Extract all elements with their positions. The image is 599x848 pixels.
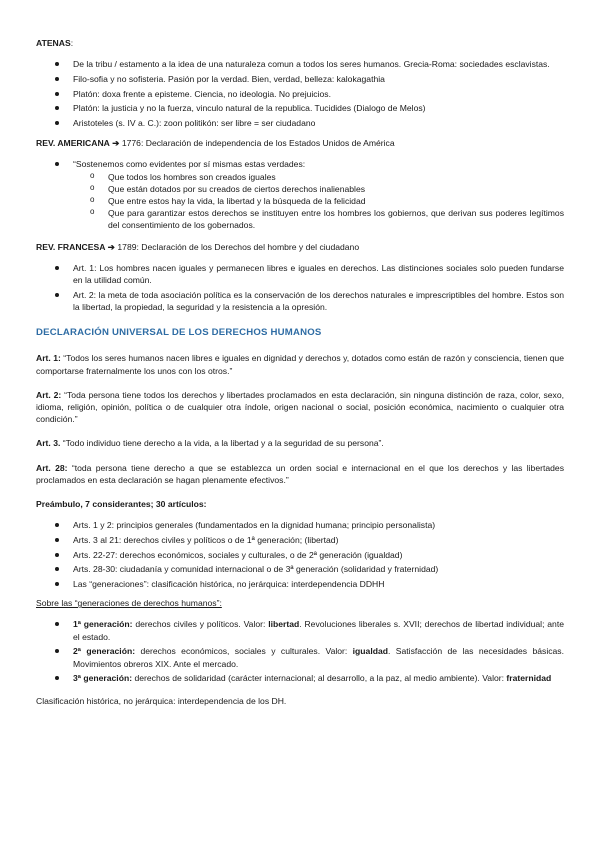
americana-heading: REV. AMERICANA [36,138,110,149]
generaciones-heading: Sobre las “generaciones de derechos humanos”: [36,598,222,609]
generation-value: libertad [268,619,300,630]
atenas-colon: : [70,38,74,48]
list-item: Aristoteles (s. IV a. C.): zoon politikón: ser libre = ser ciudadano [36,117,564,129]
generation-text: . Satisfacción de las necesidades básicas. Movimientos obreros XIX. Ante el mercado. [73,646,564,669]
article-text: “Toda persona tiene todos los derechos y libertades proclamados en esta declaración, sin ninguna distinción de raza, color, sexo, idioma, religión, opinión, política o de cualquier otra índole, origen nacional o social, posición económica, nacimiento o cualquier otra condición.” [36,389,564,425]
document-page [36,37,564,708]
generation-value: fraternidad [506,673,552,684]
article-text: “toda persona tiene derecho a que se establezca un orden social e internacional en el que los derechos y las libertades proclamados en esta declaración se hagan plenamente efectivos.” [36,462,564,485]
list-item: Art. 2: la meta de toda asociación política es la conservación de los derechos naturales e imprescriptibles del hombre. Estos son la libertad, la propiedad, la seguridad y la resistencia a la opresión. [36,289,564,313]
list-item [36,672,564,684]
preambulo-heading: Preámbulo, 7 considerantes; 30 artículos: [36,498,207,509]
list-item: Platón: la justicia y no la fuerza, vinculo natural de la republica. Tucidides (Dialogo de Melos) [36,102,564,114]
generation-text: derechos civiles y políticos. Valor: [132,619,269,630]
footer-note: Clasificación histórica, no jerárquica: interdependencia de los DH. [36,696,287,707]
list-item: Arts. 3 al 21: derechos civiles y políticos o de 1ª generación; (libertad) [36,534,564,546]
arrow-icon: ➔ [112,138,120,149]
sublist-item: o Que están dotados por su creados de ciertos derechos inalienables [36,183,564,195]
atenas-heading: ATENAS [36,38,71,48]
article-label: Art. 3. [36,438,61,449]
list-item: Arts. 28-30: ciudadanía y comunidad internacional o de 3ª generación (solidaridad y fraternidad) [36,563,564,575]
article-paragraph [36,389,564,426]
list-item [36,158,564,231]
article-label: Art. 2: [36,389,62,400]
generaciones-list [36,618,564,684]
list-item [36,618,564,642]
generation-label: 2ª generación: [73,646,136,657]
article-label: Art. 1: [36,353,61,364]
list-item: Art. 1: Los hombres nacen iguales y permanecen libres e iguales en derechos. Las distinciones sociales solo pueden fundarse en la utilidad común. [36,262,564,286]
generation-text: derechos económicos, sociales y culturales. Valor: [135,646,353,657]
arrow-icon: ➔ [107,241,115,252]
americana-line [36,137,564,149]
list-item: De la tribu / estamento a la idea de una naturaleza comun a todos los seres humanos. Grecia-Roma: sociedades esclavistas. [36,58,564,70]
generation-label: 3ª generación: [73,673,133,684]
francesa-text: 1789: Declaración de los Derechos del hombre y del ciudadano [115,241,360,252]
list-item [36,645,564,669]
sublist-item: o Que para garantizar estos derechos se instituyen entre los hombres los gobiernos, que derivan sus poderes legítimos del consentimiento de los gobernados. [36,207,564,231]
generation-text: . Revoluciones liberales s. XVII; derechos de libertad individual; ante el estado. [73,619,565,642]
list-item: Las “generaciones”: clasificación histórica, no jerárquica: interdependencia DDHH [36,578,564,590]
americana-list [36,158,564,231]
article-paragraph [36,462,564,486]
americana-text: 1776: Declaración de independencia de los Estados Unidos de América [119,138,395,149]
sublist-item: o Que todos los hombres son creados iguales [36,171,564,183]
section-title: DECLARACIÓN UNIVERSAL DE LOS DERECHOS HUMANOS [36,327,322,339]
article-paragraph [36,352,564,376]
atenas-heading-line [36,37,564,49]
americana-sublist [36,171,564,232]
structure-list [36,519,564,590]
article-text: “Todo individuo tiene derecho a la vida, a la libertad y a la seguridad de su persona”. [60,438,384,449]
atenas-list [36,58,564,129]
generation-label: 1ª generación: [73,619,133,630]
list-item: Arts. 22-27: derechos económicos, sociales y culturales, o de 2ª generación (igualdad) [36,549,564,561]
article-paragraph [36,437,564,449]
generation-value: igualdad [352,646,389,657]
francesa-list [36,262,564,313]
generation-text: derechos de solidaridad (carácter internacional; al desarrollo, a la paz, al medio ambiente). Valor: [132,673,507,684]
francesa-heading: REV. FRANCESA [36,241,106,252]
article-text: “Todos los seres humanos nacen libres e iguales en dignidad y derechos y, dotados como están de razón y consciencia, tienen que comportarse fraternalmente los unos con los otros.” [36,353,564,376]
francesa-line [36,241,564,253]
list-item: Platón: doxa frente a episteme. Ciencia, no ideologia. No prejuicios. [36,88,564,100]
article-label: Art. 28: [36,462,68,473]
americana-quote-intro: “Sostenemos como evidentes por sí mismas estas verdades: [73,159,306,170]
sublist-item: o Que entre estos hay la vida, la libertad y la búsqueda de la felicidad [36,195,564,207]
list-item: Arts. 1 y 2: principios generales (fundamentados en la dignidad humana; principio personalista) [36,519,564,531]
list-item: Filo-sofia y no sofisteria. Pasión por la verdad. Bien, verdad, belleza: kalokagathia [36,73,564,85]
